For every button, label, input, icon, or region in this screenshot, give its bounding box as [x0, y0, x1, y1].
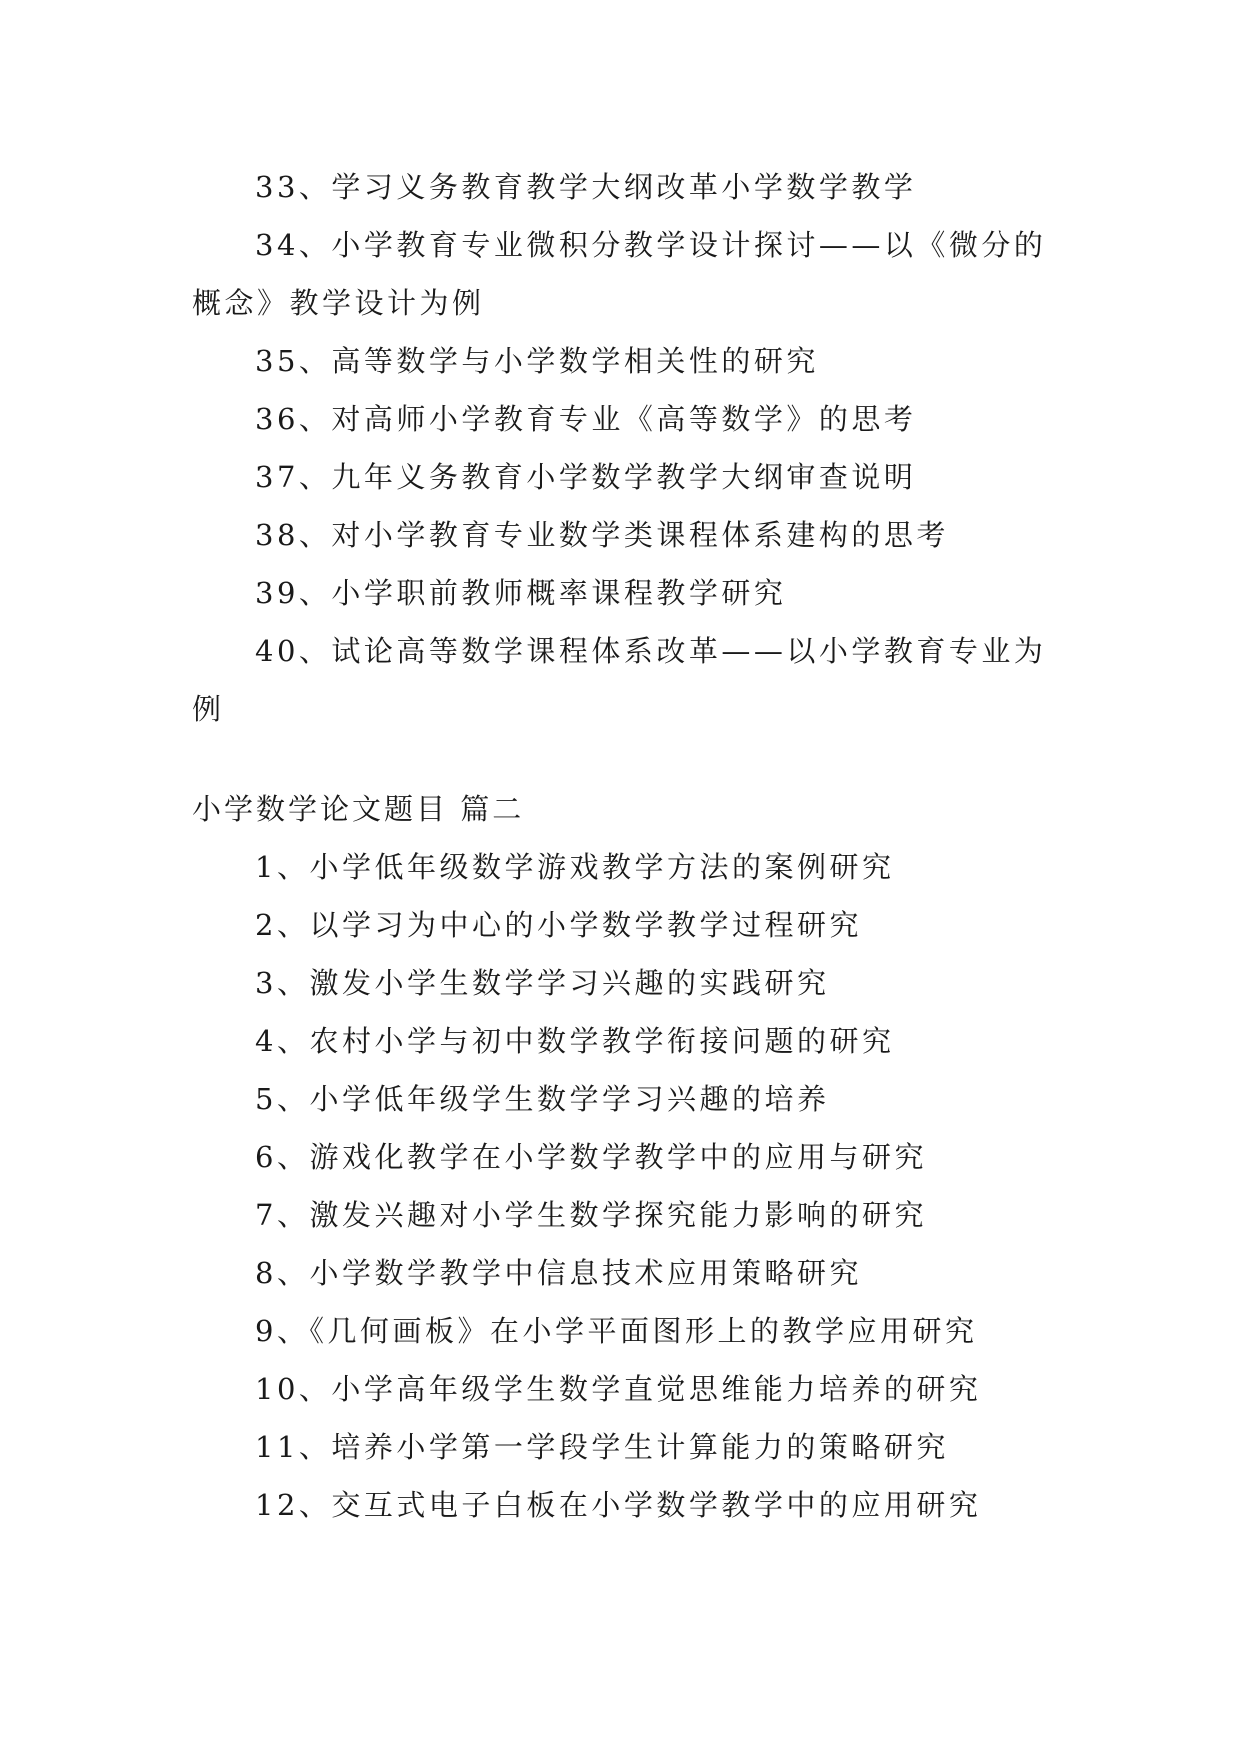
list-item: 10、小学高年级学生数学直觉思维能力培养的研究: [255, 1372, 982, 1406]
list-item: 6、游戏化教学在小学数学教学中的应用与研究: [255, 1140, 927, 1174]
list-item: 40、试论高等数学课程体系改革——以小学教育专业为例: [192, 634, 1047, 726]
list-item: 7、激发兴趣对小学生数学探究能力影响的研究: [255, 1198, 927, 1232]
document-body: [192, 158, 1052, 1534]
list-item: 38、对小学教育专业数学类课程体系建构的思考: [255, 518, 949, 552]
list-item: 3、激发小学生数学学习兴趣的实践研究: [255, 966, 830, 1000]
list-item: 5、小学低年级学生数学学习兴趣的培养: [255, 1082, 830, 1116]
list-item: 8、小学数学教学中信息技术应用策略研究: [255, 1256, 862, 1290]
list-item: 4、农村小学与初中数学教学衔接问题的研究: [255, 1024, 895, 1058]
list-item: 9、《几何画板》在小学平面图形上的教学应用研究: [255, 1314, 978, 1348]
list-item: 35、高等数学与小学数学相关性的研究: [255, 344, 819, 378]
list-item: 37、九年义务教育小学数学教学大纲审查说明: [255, 460, 917, 494]
list-item: 39、小学职前教师概率课程教学研究: [255, 576, 787, 610]
section-spacer: [192, 738, 1052, 780]
list-item: 33、学习义务教育教学大纲改革小学数学教学: [255, 170, 917, 204]
list-item: 12、交互式电子白板在小学数学教学中的应用研究: [255, 1488, 982, 1522]
list-item: 36、对高师小学教育专业《高等数学》的思考: [255, 402, 917, 436]
list-item: 1、小学低年级数学游戏教学方法的案例研究: [255, 850, 895, 884]
topic-list-part2: [192, 838, 1052, 1534]
list-item: 2、以学习为中心的小学数学教学过程研究: [255, 908, 862, 942]
section-heading: 小学数学论文题目 篇二: [192, 792, 525, 826]
list-item: 34、小学教育专业微积分教学设计探讨——以《微分的概念》教学设计为例: [192, 228, 1047, 320]
list-item: 11、培养小学第一学段学生计算能力的策略研究: [255, 1430, 949, 1464]
topic-list-part1: [192, 158, 1052, 738]
